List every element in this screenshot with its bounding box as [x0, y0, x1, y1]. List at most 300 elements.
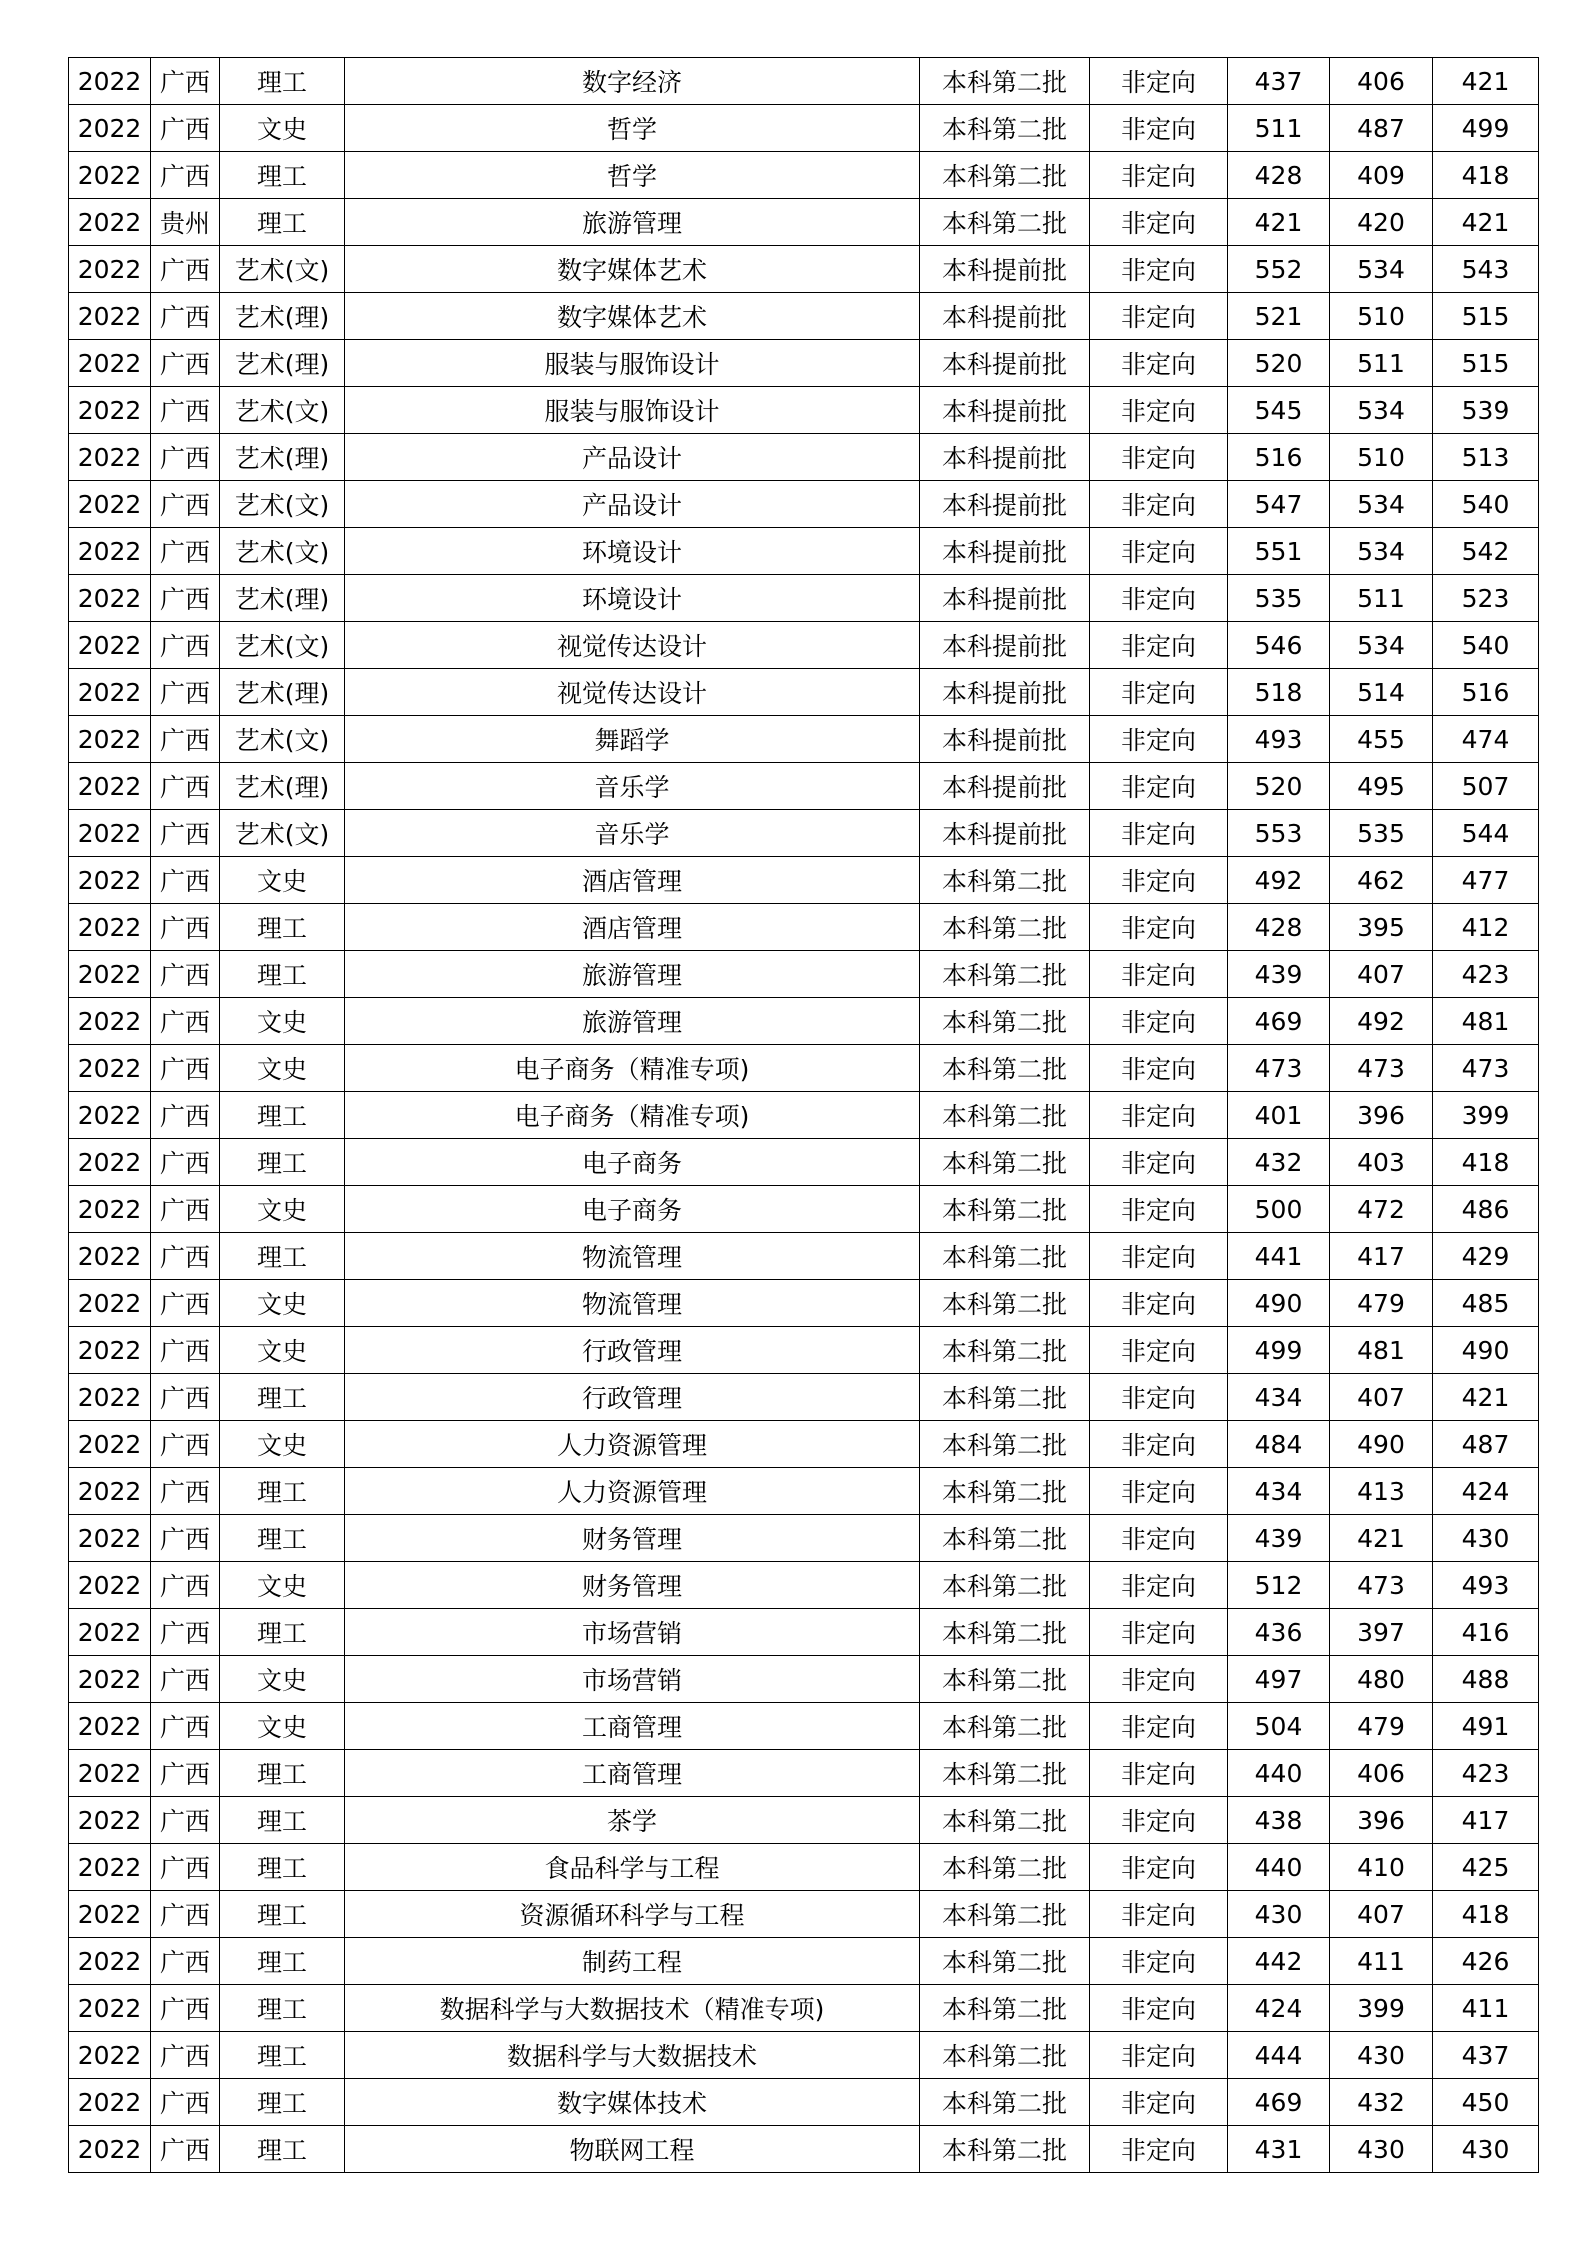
table-row [69, 1139, 1539, 1186]
subject-cell: 理工 [220, 1797, 345, 1844]
province-cell: 广西 [151, 481, 220, 528]
province-cell: 广西 [151, 1750, 220, 1797]
table-row [69, 1797, 1539, 1844]
max-score-cell: 518 [1228, 669, 1330, 716]
batch-cell: 本科第二批 [920, 1844, 1090, 1891]
year-cell: 2022 [69, 528, 151, 575]
table-row [69, 1985, 1539, 2032]
avg-score-cell: 485 [1433, 1280, 1539, 1327]
major-cell: 制药工程 [345, 1938, 920, 1985]
batch-cell: 本科第二批 [920, 1092, 1090, 1139]
batch-cell: 本科第二批 [920, 1139, 1090, 1186]
major-cell: 行政管理 [345, 1374, 920, 1421]
table-row [69, 2126, 1539, 2173]
subject-cell: 文史 [220, 1280, 345, 1327]
year-cell: 2022 [69, 1186, 151, 1233]
enroll-type-cell: 非定向 [1090, 1656, 1228, 1703]
table-row [69, 763, 1539, 810]
max-score-cell: 440 [1228, 1750, 1330, 1797]
table-row [69, 152, 1539, 199]
batch-cell: 本科提前批 [920, 575, 1090, 622]
enroll-type-cell: 非定向 [1090, 1280, 1228, 1327]
year-cell: 2022 [69, 998, 151, 1045]
year-cell: 2022 [69, 622, 151, 669]
year-cell: 2022 [69, 951, 151, 998]
year-cell: 2022 [69, 1891, 151, 1938]
province-cell: 广西 [151, 2032, 220, 2079]
table-row [69, 1280, 1539, 1327]
max-score-cell: 431 [1228, 2126, 1330, 2173]
max-score-cell: 438 [1228, 1797, 1330, 1844]
table-row [69, 1844, 1539, 1891]
year-cell: 2022 [69, 105, 151, 152]
avg-score-cell: 473 [1433, 1045, 1539, 1092]
max-score-cell: 421 [1228, 199, 1330, 246]
avg-score-cell: 412 [1433, 904, 1539, 951]
year-cell: 2022 [69, 1374, 151, 1421]
avg-score-cell: 418 [1433, 1139, 1539, 1186]
year-cell: 2022 [69, 1515, 151, 1562]
enroll-type-cell: 非定向 [1090, 434, 1228, 481]
max-score-cell: 473 [1228, 1045, 1330, 1092]
year-cell: 2022 [69, 1092, 151, 1139]
major-cell: 服装与服饰设计 [345, 340, 920, 387]
year-cell: 2022 [69, 340, 151, 387]
subject-cell: 理工 [220, 1139, 345, 1186]
table-row [69, 1045, 1539, 1092]
avg-score-cell: 516 [1433, 669, 1539, 716]
min-score-cell: 492 [1330, 998, 1433, 1045]
province-cell: 广西 [151, 2079, 220, 2126]
table-row [69, 622, 1539, 669]
batch-cell: 本科提前批 [920, 716, 1090, 763]
subject-cell: 文史 [220, 1562, 345, 1609]
table-row [69, 58, 1539, 105]
max-score-cell: 520 [1228, 763, 1330, 810]
avg-score-cell: 437 [1433, 2032, 1539, 2079]
subject-cell: 艺术(文) [220, 716, 345, 763]
avg-score-cell: 544 [1433, 810, 1539, 857]
subject-cell: 艺术(文) [220, 622, 345, 669]
min-score-cell: 534 [1330, 387, 1433, 434]
enroll-type-cell: 非定向 [1090, 1844, 1228, 1891]
avg-score-cell: 493 [1433, 1562, 1539, 1609]
major-cell: 视觉传达设计 [345, 669, 920, 716]
table-row [69, 810, 1539, 857]
province-cell: 广西 [151, 1515, 220, 1562]
avg-score-cell: 429 [1433, 1233, 1539, 1280]
min-score-cell: 410 [1330, 1844, 1433, 1891]
max-score-cell: 520 [1228, 340, 1330, 387]
min-score-cell: 534 [1330, 622, 1433, 669]
avg-score-cell: 421 [1433, 1374, 1539, 1421]
max-score-cell: 432 [1228, 1139, 1330, 1186]
max-score-cell: 547 [1228, 481, 1330, 528]
enroll-type-cell: 非定向 [1090, 2126, 1228, 2173]
batch-cell: 本科第二批 [920, 2079, 1090, 2126]
subject-cell: 理工 [220, 58, 345, 105]
major-cell: 舞蹈学 [345, 716, 920, 763]
enroll-type-cell: 非定向 [1090, 669, 1228, 716]
avg-score-cell: 430 [1433, 1515, 1539, 1562]
year-cell: 2022 [69, 1280, 151, 1327]
subject-cell: 理工 [220, 1233, 345, 1280]
major-cell: 酒店管理 [345, 857, 920, 904]
avg-score-cell: 515 [1433, 340, 1539, 387]
min-score-cell: 472 [1330, 1186, 1433, 1233]
batch-cell: 本科第二批 [920, 1562, 1090, 1609]
avg-score-cell: 423 [1433, 1750, 1539, 1797]
province-cell: 广西 [151, 1938, 220, 1985]
major-cell: 食品科学与工程 [345, 1844, 920, 1891]
max-score-cell: 436 [1228, 1609, 1330, 1656]
min-score-cell: 510 [1330, 434, 1433, 481]
avg-score-cell: 424 [1433, 1468, 1539, 1515]
batch-cell: 本科提前批 [920, 340, 1090, 387]
min-score-cell: 411 [1330, 1938, 1433, 1985]
province-cell: 广西 [151, 857, 220, 904]
min-score-cell: 396 [1330, 1797, 1433, 1844]
enroll-type-cell: 非定向 [1090, 528, 1228, 575]
subject-cell: 理工 [220, 1985, 345, 2032]
table-row [69, 1938, 1539, 1985]
province-cell: 广西 [151, 293, 220, 340]
year-cell: 2022 [69, 1797, 151, 1844]
max-score-cell: 424 [1228, 1985, 1330, 2032]
enroll-type-cell: 非定向 [1090, 1139, 1228, 1186]
batch-cell: 本科第二批 [920, 199, 1090, 246]
table-row [69, 1609, 1539, 1656]
subject-cell: 文史 [220, 857, 345, 904]
major-cell: 数字媒体艺术 [345, 293, 920, 340]
major-cell: 环境设计 [345, 575, 920, 622]
subject-cell: 艺术(理) [220, 669, 345, 716]
table-row [69, 1703, 1539, 1750]
enroll-type-cell: 非定向 [1090, 1468, 1228, 1515]
table-row [69, 669, 1539, 716]
major-cell: 音乐学 [345, 763, 920, 810]
year-cell: 2022 [69, 199, 151, 246]
table-row [69, 857, 1539, 904]
major-cell: 数据科学与大数据技术 [345, 2032, 920, 2079]
major-cell: 物联网工程 [345, 2126, 920, 2173]
year-cell: 2022 [69, 152, 151, 199]
batch-cell: 本科提前批 [920, 622, 1090, 669]
min-score-cell: 430 [1330, 2032, 1433, 2079]
province-cell: 广西 [151, 1844, 220, 1891]
subject-cell: 艺术(文) [220, 481, 345, 528]
major-cell: 数字媒体艺术 [345, 246, 920, 293]
enroll-type-cell: 非定向 [1090, 622, 1228, 669]
batch-cell: 本科提前批 [920, 481, 1090, 528]
enroll-type-cell: 非定向 [1090, 1421, 1228, 1468]
major-cell: 数字经济 [345, 58, 920, 105]
max-score-cell: 437 [1228, 58, 1330, 105]
subject-cell: 理工 [220, 2032, 345, 2079]
table-row [69, 1092, 1539, 1139]
min-score-cell: 514 [1330, 669, 1433, 716]
province-cell: 广西 [151, 622, 220, 669]
batch-cell: 本科第二批 [920, 1186, 1090, 1233]
avg-score-cell: 421 [1433, 199, 1539, 246]
major-cell: 旅游管理 [345, 951, 920, 998]
major-cell: 财务管理 [345, 1515, 920, 1562]
major-cell: 服装与服饰设计 [345, 387, 920, 434]
min-score-cell: 396 [1330, 1092, 1433, 1139]
batch-cell: 本科第二批 [920, 1327, 1090, 1374]
batch-cell: 本科第二批 [920, 1515, 1090, 1562]
table-row [69, 293, 1539, 340]
min-score-cell: 413 [1330, 1468, 1433, 1515]
table-row [69, 481, 1539, 528]
admission-score-table [68, 57, 1539, 2173]
min-score-cell: 395 [1330, 904, 1433, 951]
subject-cell: 艺术(文) [220, 810, 345, 857]
avg-score-cell: 418 [1433, 1891, 1539, 1938]
min-score-cell: 534 [1330, 246, 1433, 293]
year-cell: 2022 [69, 1750, 151, 1797]
subject-cell: 理工 [220, 1891, 345, 1938]
max-score-cell: 499 [1228, 1327, 1330, 1374]
table-row [69, 1186, 1539, 1233]
enroll-type-cell: 非定向 [1090, 998, 1228, 1045]
batch-cell: 本科提前批 [920, 763, 1090, 810]
subject-cell: 艺术(理) [220, 434, 345, 481]
min-score-cell: 409 [1330, 152, 1433, 199]
enroll-type-cell: 非定向 [1090, 1562, 1228, 1609]
min-score-cell: 511 [1330, 575, 1433, 622]
year-cell: 2022 [69, 1562, 151, 1609]
subject-cell: 文史 [220, 105, 345, 152]
enroll-type-cell: 非定向 [1090, 1703, 1228, 1750]
enroll-type-cell: 非定向 [1090, 904, 1228, 951]
subject-cell: 理工 [220, 1844, 345, 1891]
min-score-cell: 399 [1330, 1985, 1433, 2032]
enroll-type-cell: 非定向 [1090, 1609, 1228, 1656]
province-cell: 广西 [151, 763, 220, 810]
province-cell: 广西 [151, 1186, 220, 1233]
province-cell: 广西 [151, 340, 220, 387]
enroll-type-cell: 非定向 [1090, 246, 1228, 293]
year-cell: 2022 [69, 763, 151, 810]
max-score-cell: 545 [1228, 387, 1330, 434]
subject-cell: 理工 [220, 1468, 345, 1515]
year-cell: 2022 [69, 481, 151, 528]
min-score-cell: 421 [1330, 1515, 1433, 1562]
major-cell: 电子商务（精准专项) [345, 1045, 920, 1092]
enroll-type-cell: 非定向 [1090, 951, 1228, 998]
max-score-cell: 546 [1228, 622, 1330, 669]
max-score-cell: 516 [1228, 434, 1330, 481]
year-cell: 2022 [69, 669, 151, 716]
avg-score-cell: 491 [1433, 1703, 1539, 1750]
enroll-type-cell: 非定向 [1090, 1186, 1228, 1233]
enroll-type-cell: 非定向 [1090, 105, 1228, 152]
subject-cell: 艺术(文) [220, 528, 345, 575]
max-score-cell: 490 [1228, 1280, 1330, 1327]
major-cell: 市场营销 [345, 1609, 920, 1656]
year-cell: 2022 [69, 1985, 151, 2032]
batch-cell: 本科第二批 [920, 951, 1090, 998]
major-cell: 旅游管理 [345, 998, 920, 1045]
year-cell: 2022 [69, 1656, 151, 1703]
table-row [69, 1233, 1539, 1280]
year-cell: 2022 [69, 2126, 151, 2173]
enroll-type-cell: 非定向 [1090, 387, 1228, 434]
subject-cell: 文史 [220, 1045, 345, 1092]
batch-cell: 本科第二批 [920, 1609, 1090, 1656]
province-cell: 广西 [151, 904, 220, 951]
subject-cell: 艺术(文) [220, 387, 345, 434]
province-cell: 广西 [151, 1374, 220, 1421]
avg-score-cell: 540 [1433, 622, 1539, 669]
major-cell: 工商管理 [345, 1703, 920, 1750]
table-row [69, 575, 1539, 622]
enroll-type-cell: 非定向 [1090, 2032, 1228, 2079]
table-row [69, 1750, 1539, 1797]
enroll-type-cell: 非定向 [1090, 481, 1228, 528]
min-score-cell: 407 [1330, 951, 1433, 998]
table-row [69, 199, 1539, 246]
min-score-cell: 403 [1330, 1139, 1433, 1186]
enroll-type-cell: 非定向 [1090, 1327, 1228, 1374]
major-cell: 茶学 [345, 1797, 920, 1844]
year-cell: 2022 [69, 434, 151, 481]
max-score-cell: 511 [1228, 105, 1330, 152]
batch-cell: 本科第二批 [920, 1656, 1090, 1703]
min-score-cell: 534 [1330, 528, 1433, 575]
subject-cell: 文史 [220, 998, 345, 1045]
min-score-cell: 511 [1330, 340, 1433, 387]
province-cell: 广西 [151, 105, 220, 152]
province-cell: 广西 [151, 1280, 220, 1327]
min-score-cell: 455 [1330, 716, 1433, 763]
province-cell: 广西 [151, 1139, 220, 1186]
batch-cell: 本科第二批 [920, 904, 1090, 951]
major-cell: 电子商务 [345, 1186, 920, 1233]
province-cell: 广西 [151, 669, 220, 716]
major-cell: 电子商务（精准专项) [345, 1092, 920, 1139]
batch-cell: 本科第二批 [920, 1045, 1090, 1092]
max-score-cell: 469 [1228, 2079, 1330, 2126]
enroll-type-cell: 非定向 [1090, 1045, 1228, 1092]
major-cell: 工商管理 [345, 1750, 920, 1797]
avg-score-cell: 543 [1433, 246, 1539, 293]
year-cell: 2022 [69, 810, 151, 857]
table-row [69, 105, 1539, 152]
major-cell: 数据科学与大数据技术（精准专项) [345, 1985, 920, 2032]
province-cell: 广西 [151, 387, 220, 434]
subject-cell: 理工 [220, 951, 345, 998]
province-cell: 广西 [151, 951, 220, 998]
province-cell: 广西 [151, 434, 220, 481]
subject-cell: 艺术(文) [220, 246, 345, 293]
batch-cell: 本科第二批 [920, 1703, 1090, 1750]
province-cell: 贵州 [151, 199, 220, 246]
avg-score-cell: 418 [1433, 152, 1539, 199]
enroll-type-cell: 非定向 [1090, 1938, 1228, 1985]
subject-cell: 理工 [220, 1515, 345, 1562]
avg-score-cell: 421 [1433, 58, 1539, 105]
major-cell: 资源循环科学与工程 [345, 1891, 920, 1938]
max-score-cell: 441 [1228, 1233, 1330, 1280]
max-score-cell: 552 [1228, 246, 1330, 293]
min-score-cell: 473 [1330, 1562, 1433, 1609]
min-score-cell: 481 [1330, 1327, 1433, 1374]
max-score-cell: 497 [1228, 1656, 1330, 1703]
min-score-cell: 407 [1330, 1374, 1433, 1421]
batch-cell: 本科第二批 [920, 1985, 1090, 2032]
batch-cell: 本科第二批 [920, 1797, 1090, 1844]
year-cell: 2022 [69, 1703, 151, 1750]
province-cell: 广西 [151, 1609, 220, 1656]
table-row [69, 1562, 1539, 1609]
max-score-cell: 434 [1228, 1468, 1330, 1515]
min-score-cell: 406 [1330, 1750, 1433, 1797]
max-score-cell: 439 [1228, 1515, 1330, 1562]
avg-score-cell: 487 [1433, 1421, 1539, 1468]
min-score-cell: 490 [1330, 1421, 1433, 1468]
min-score-cell: 420 [1330, 199, 1433, 246]
subject-cell: 艺术(理) [220, 575, 345, 622]
min-score-cell: 407 [1330, 1891, 1433, 1938]
batch-cell: 本科第二批 [920, 58, 1090, 105]
enroll-type-cell: 非定向 [1090, 340, 1228, 387]
enroll-type-cell: 非定向 [1090, 2079, 1228, 2126]
province-cell: 广西 [151, 1233, 220, 1280]
province-cell: 广西 [151, 152, 220, 199]
province-cell: 广西 [151, 1562, 220, 1609]
min-score-cell: 495 [1330, 763, 1433, 810]
avg-score-cell: 490 [1433, 1327, 1539, 1374]
table-row [69, 246, 1539, 293]
province-cell: 广西 [151, 1891, 220, 1938]
year-cell: 2022 [69, 2079, 151, 2126]
enroll-type-cell: 非定向 [1090, 716, 1228, 763]
min-score-cell: 406 [1330, 58, 1433, 105]
max-score-cell: 553 [1228, 810, 1330, 857]
min-score-cell: 487 [1330, 105, 1433, 152]
min-score-cell: 535 [1330, 810, 1433, 857]
max-score-cell: 444 [1228, 2032, 1330, 2079]
major-cell: 人力资源管理 [345, 1468, 920, 1515]
max-score-cell: 512 [1228, 1562, 1330, 1609]
year-cell: 2022 [69, 1327, 151, 1374]
enroll-type-cell: 非定向 [1090, 1891, 1228, 1938]
major-cell: 财务管理 [345, 1562, 920, 1609]
batch-cell: 本科第二批 [920, 105, 1090, 152]
major-cell: 旅游管理 [345, 199, 920, 246]
enroll-type-cell: 非定向 [1090, 575, 1228, 622]
min-score-cell: 430 [1330, 2126, 1433, 2173]
enroll-type-cell: 非定向 [1090, 199, 1228, 246]
subject-cell: 文史 [220, 1656, 345, 1703]
province-cell: 广西 [151, 1045, 220, 1092]
year-cell: 2022 [69, 1938, 151, 1985]
batch-cell: 本科第二批 [920, 1938, 1090, 1985]
enroll-type-cell: 非定向 [1090, 763, 1228, 810]
table-row [69, 387, 1539, 434]
max-score-cell: 535 [1228, 575, 1330, 622]
batch-cell: 本科第二批 [920, 1421, 1090, 1468]
avg-score-cell: 417 [1433, 1797, 1539, 1844]
year-cell: 2022 [69, 58, 151, 105]
subject-cell: 理工 [220, 1374, 345, 1421]
province-cell: 广西 [151, 1703, 220, 1750]
table-row [69, 2079, 1539, 2126]
min-score-cell: 479 [1330, 1280, 1433, 1327]
min-score-cell: 397 [1330, 1609, 1433, 1656]
